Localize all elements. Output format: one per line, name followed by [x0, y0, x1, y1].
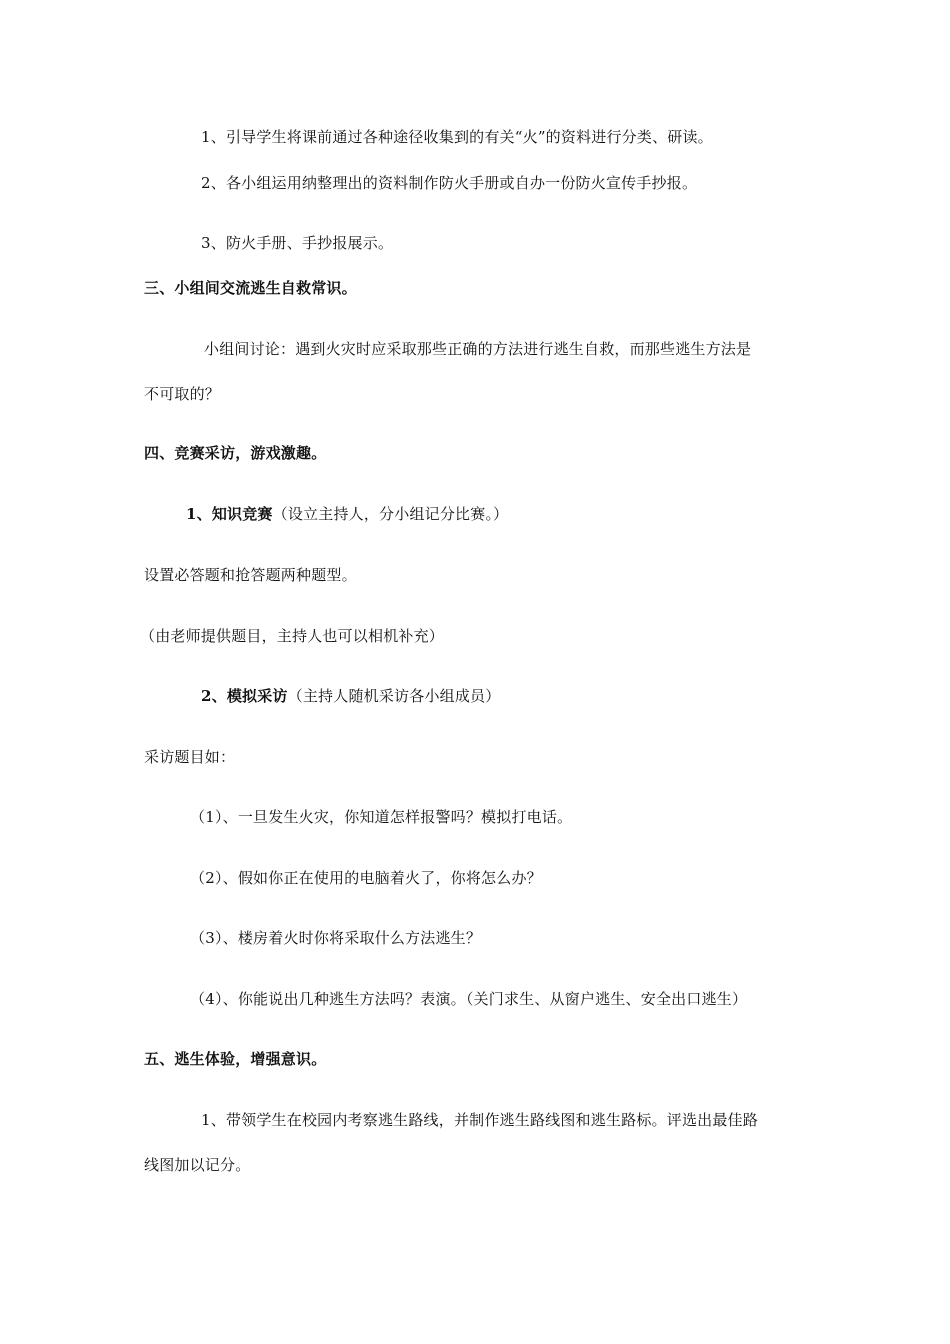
interview-note: （主持人随机采访各小组成员） — [287, 687, 501, 705]
discussion-paragraph-line-2: 不可取的？ — [144, 385, 221, 403]
escape-item-line-1: 1、带领学生在校园内考察逃生路线，并制作逃生路线图和逃生路标。评选出最佳路 — [201, 1111, 758, 1129]
interview-intro-text: 采访题目如： — [144, 748, 236, 766]
interview-line — [201, 686, 500, 706]
section-heading-4: 四、竞赛采访，游戏激趣。 — [144, 444, 327, 462]
escape-item-line-2: 线图加以记分。 — [144, 1156, 251, 1174]
question-item-1: （1）、一旦发生火灾，你知道怎样报警吗？模拟打电话。 — [190, 808, 573, 826]
list-item-2: 2、各小组运用纳整理出的资料制作防火手册或自办一份防火宣传手抄报。 — [201, 174, 698, 192]
quiz-types-text: 设置必答题和抢答题两种题型。 — [144, 566, 357, 584]
quiz-line — [186, 504, 508, 524]
discussion-paragraph-line-1: 小组间讨论：遇到火灾时应采取那些正确的方法进行逃生自救，而那些逃生方法是 — [204, 340, 752, 358]
list-item-3: 3、防火手册、手抄报展示。 — [201, 234, 394, 252]
list-item-1: 1、引导学生将课前通过各种途径收集到的有关“火”的资料进行分类、研读。 — [201, 128, 713, 146]
quiz-title: 1、知识竞赛 — [186, 505, 273, 523]
quiz-source-text: （由老师提供题目，主持人也可以相机补充） — [140, 627, 445, 645]
section-heading-3: 三、小组间交流逃生自救常识。 — [144, 279, 357, 297]
interview-title: 2、模拟采访 — [201, 687, 288, 705]
section-heading-5: 五、逃生体验，增强意识。 — [144, 1050, 327, 1068]
question-item-4: （4）、你能说出几种逃生方法吗？表演。（关门求生、从窗户逃生、安全出口逃生） — [190, 990, 748, 1008]
question-item-3: （3）、楼房着火时你将采取什么方法逃生？ — [190, 929, 482, 947]
quiz-note: （设立主持人，分小组记分比赛。） — [272, 505, 509, 523]
question-item-2: （2）、假如你正在使用的电脑着火了，你将怎么办？ — [190, 869, 542, 887]
